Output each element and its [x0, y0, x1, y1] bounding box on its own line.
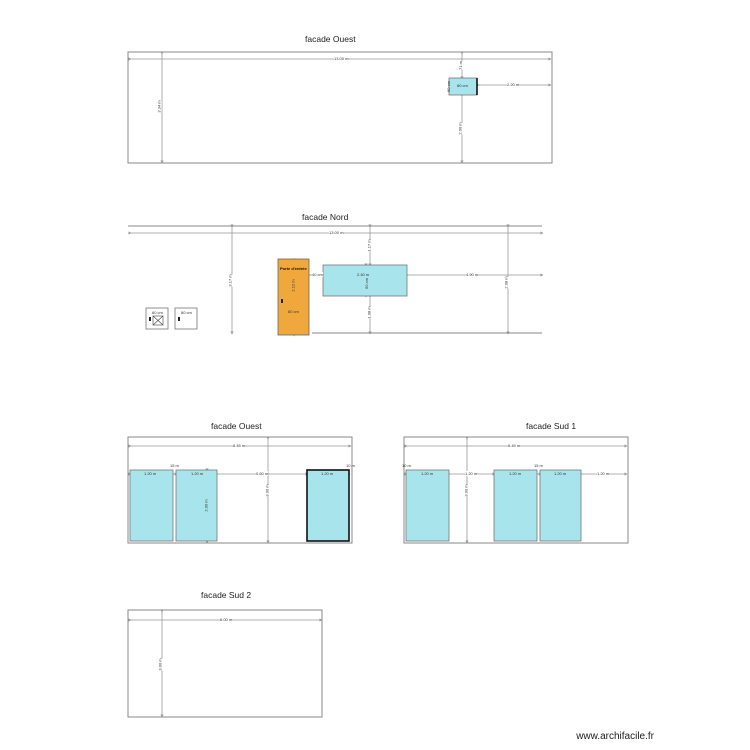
dim-label: 1.20 m [597, 471, 610, 476]
dim-label: 4.90 m [466, 272, 479, 277]
dim-label: 15 m [534, 463, 543, 468]
dim-label: 6.00 m [220, 617, 233, 622]
dim-label: 2.12 m [290, 279, 296, 292]
dim-label: 60 cm [445, 81, 451, 92]
wall-outlines [128, 52, 628, 717]
dim-label: 0.60 m [256, 471, 269, 476]
dim-label: 3.00 m [463, 484, 469, 497]
title-facade-sud-2: facade Sud 2 [201, 590, 252, 600]
dim-label: 10 m [402, 463, 411, 468]
dim-label: 2.00 m [457, 122, 463, 135]
dim-label: 1.20 m [421, 471, 434, 476]
dim-label: 3.00 m [264, 484, 270, 497]
dim-label: 80 cm [457, 83, 468, 88]
dim-label: 15 m [170, 463, 179, 468]
dim-label: 1.08 m [366, 306, 372, 319]
door-handle [281, 299, 283, 303]
dim-label: 1.20 m [509, 471, 522, 476]
title-facade-ouest-bottom: facade Ouest [211, 421, 262, 431]
door-label: Porte d'entrée [280, 266, 307, 271]
dim-label: 6.45 m [233, 443, 246, 448]
dim-label: 2.20 m [507, 82, 520, 87]
dim-label: 13.00 m [334, 56, 349, 61]
dim-label: 6.45 m [508, 443, 521, 448]
dim-label: 2.08 m [503, 276, 509, 289]
dim-label: 80 cm [288, 309, 299, 314]
dim-label: 3.17 m [227, 274, 233, 287]
dim-label: 1.20 m [191, 471, 204, 476]
dim-label: 60 cm [152, 310, 163, 315]
dim-label: 40 cm [312, 272, 323, 277]
dim-label: 1.20 m [554, 471, 567, 476]
title-facade-nord: facade Nord [302, 212, 349, 222]
footer-credit: www.archifacile.fr [576, 731, 654, 742]
dim-label: 71 m [457, 61, 463, 70]
dim-label: 1.20 m [465, 471, 478, 476]
dim-label: 1.20 m [144, 471, 157, 476]
dim-label: 60 cm [363, 278, 369, 289]
dim-label: 13.00 m [329, 230, 344, 235]
dim-label: 1.20 m [321, 471, 334, 476]
title-facade-ouest-top: facade Ouest [305, 34, 356, 44]
dim-label: 1.17 m [366, 239, 372, 252]
dim-label: 80 cm [181, 310, 192, 315]
dim-label: 10 m [346, 463, 355, 468]
dim-label: 3.34 m [156, 100, 162, 113]
title-facade-sud-1: facade Sud 1 [526, 421, 577, 431]
dim-label: 3.00 m [157, 658, 163, 671]
dim-label: 2.00 m [203, 499, 209, 512]
dim-label: 2.40 m [357, 272, 370, 277]
